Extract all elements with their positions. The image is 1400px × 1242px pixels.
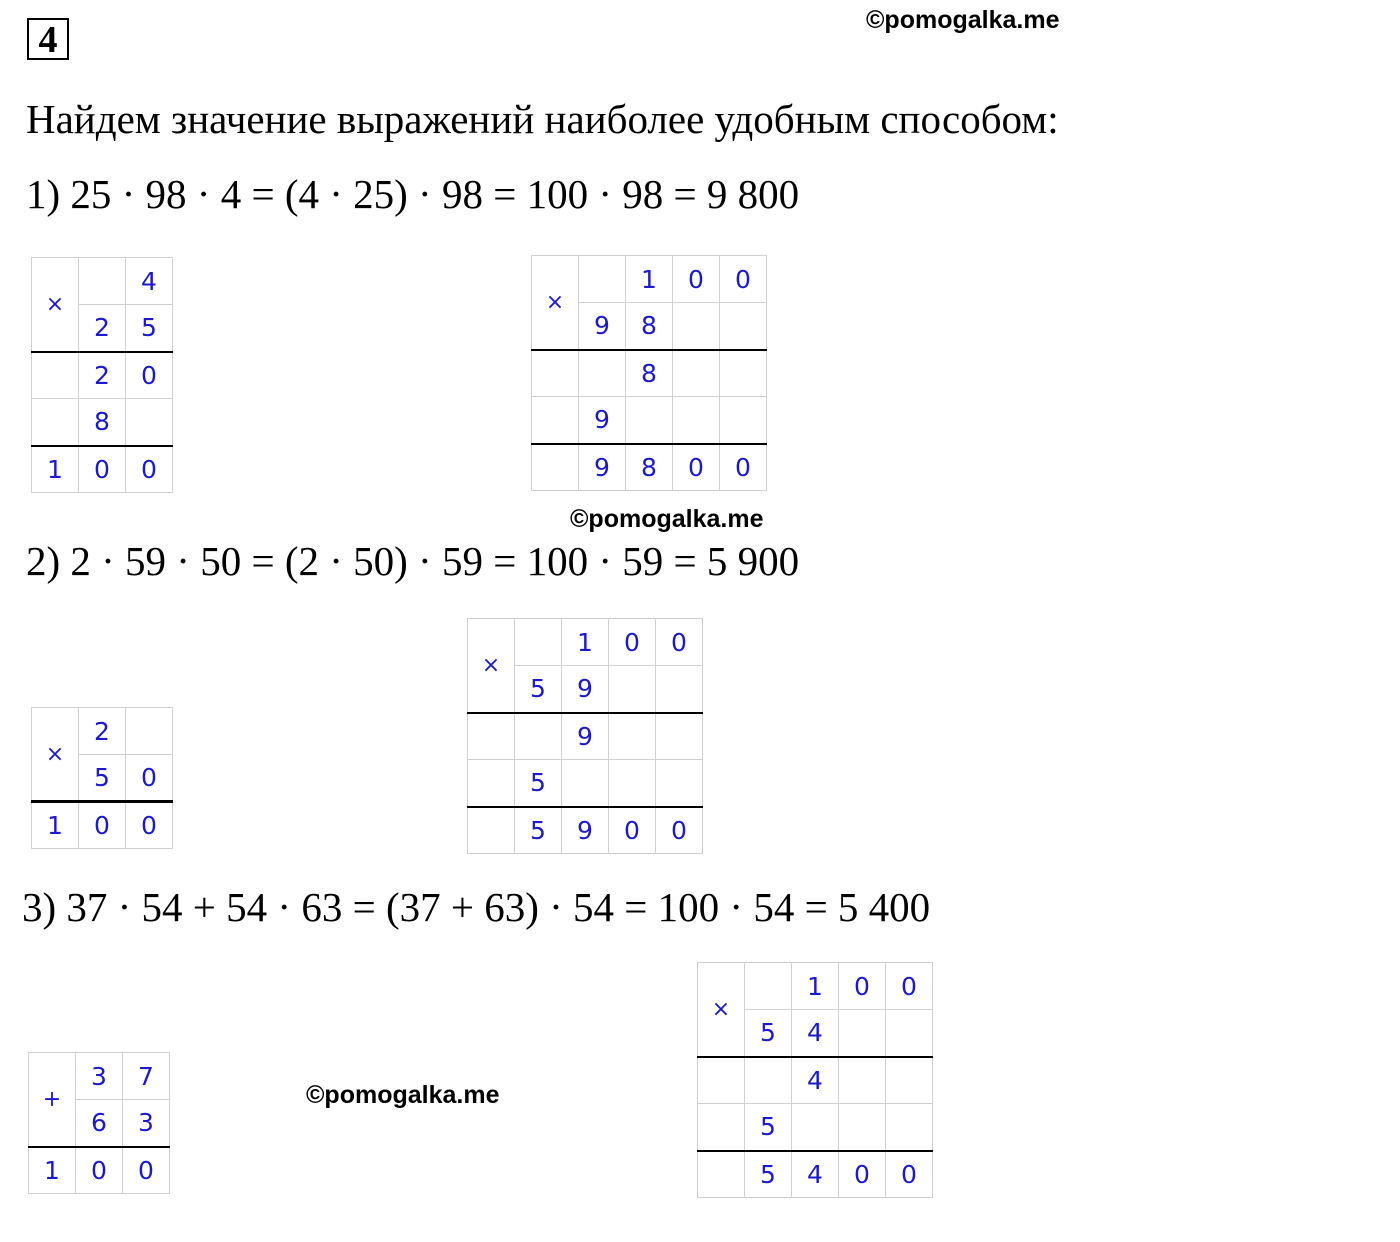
addition-grid-37plus63 — [28, 1052, 170, 1194]
grid-cell — [720, 397, 767, 444]
grid-cell: 0 — [720, 256, 767, 303]
grid-cell: 5 — [126, 305, 173, 352]
intro-text: Найдем значение выражений наиболее удобным способом: — [26, 96, 1059, 142]
grid-cell: 9 — [562, 666, 609, 713]
plus-sign: + — [29, 1053, 76, 1147]
grid-cell: 1 — [32, 446, 79, 493]
grid-cell: 0 — [673, 256, 720, 303]
grid-cell — [745, 1057, 792, 1104]
grid-cell — [126, 399, 173, 446]
grid-cell: 8 — [626, 350, 673, 397]
grid-cell — [468, 713, 515, 760]
grid-cell: 0 — [839, 963, 886, 1010]
grid-cell: 0 — [126, 755, 173, 802]
grid-cell — [579, 256, 626, 303]
grid-cell — [656, 713, 703, 760]
grid-cell: 8 — [626, 303, 673, 350]
grid-cell: 0 — [720, 444, 767, 491]
grid-cell — [515, 619, 562, 666]
multiply-sign: × — [32, 258, 79, 352]
grid-cell — [886, 1057, 933, 1104]
multiplication-grid-100x98 — [531, 255, 767, 491]
grid-cell: 5 — [745, 1010, 792, 1057]
grid-cell — [720, 350, 767, 397]
grid-cell: 4 — [792, 1057, 839, 1104]
grid-cell: 9 — [579, 444, 626, 491]
grid-cell: 0 — [79, 446, 126, 493]
multiply-sign: × — [32, 708, 79, 802]
grid-cell: 5 — [79, 755, 126, 802]
grid-cell — [720, 303, 767, 350]
grid-cell: 4 — [792, 1151, 839, 1198]
grid-cell — [886, 1010, 933, 1057]
grid-cell — [609, 713, 656, 760]
multiply-sign: × — [698, 963, 745, 1057]
grid-cell: 0 — [656, 807, 703, 854]
expression-1: 1) 25 · 98 · 4 = (4 · 25) · 98 = 100 · 98 = 9 800 — [26, 171, 800, 217]
grid-cell: 2 — [79, 708, 126, 755]
grid-cell: 2 — [79, 305, 126, 352]
multiply-sign: × — [532, 256, 579, 350]
multiplication-grid-4x25 — [31, 257, 173, 493]
grid-cell — [579, 350, 626, 397]
grid-cell: 3 — [76, 1053, 123, 1100]
expression-3: 3) 37 · 54 + 54 · 63 = (37 + 63) · 54 = 100 · 54 = 5 400 — [22, 884, 931, 930]
grid-cell: 2 — [79, 352, 126, 399]
grid-cell: 0 — [123, 1147, 170, 1194]
grid-cell — [839, 1057, 886, 1104]
grid-cell: 0 — [126, 802, 173, 849]
multiplication-grid-100x54 — [697, 962, 933, 1198]
grid-cell: 0 — [839, 1151, 886, 1198]
expression-2: 2) 2 · 59 · 50 = (2 · 50) · 59 = 100 · 59 = 5 900 — [26, 538, 800, 584]
grid-cell: 9 — [562, 713, 609, 760]
grid-cell — [656, 666, 703, 713]
grid-cell — [532, 397, 579, 444]
grid-cell — [468, 807, 515, 854]
multiplication-grid-100x59 — [467, 618, 703, 854]
grid-cell: 9 — [579, 303, 626, 350]
grid-cell: 1 — [29, 1147, 76, 1194]
task-number: 4 — [27, 18, 69, 60]
grid-cell: 3 — [123, 1100, 170, 1147]
grid-cell — [79, 258, 126, 305]
grid-cell: 5 — [745, 1151, 792, 1198]
grid-cell: 5 — [515, 666, 562, 713]
grid-cell: 9 — [579, 397, 626, 444]
grid-cell: 1 — [792, 963, 839, 1010]
grid-cell: 0 — [886, 963, 933, 1010]
grid-cell — [698, 1104, 745, 1151]
grid-cell: 6 — [76, 1100, 123, 1147]
grid-cell: 1 — [626, 256, 673, 303]
grid-cell — [839, 1104, 886, 1151]
grid-cell: 5 — [515, 807, 562, 854]
grid-cell — [886, 1104, 933, 1151]
watermark: ©pomogalka.me — [306, 1081, 500, 1109]
grid-cell — [468, 760, 515, 807]
grid-cell — [32, 399, 79, 446]
watermark: ©pomogalka.me — [570, 505, 764, 533]
grid-cell: 1 — [562, 619, 609, 666]
grid-cell: 0 — [609, 807, 656, 854]
grid-cell: 0 — [76, 1147, 123, 1194]
multiply-sign: × — [468, 619, 515, 713]
grid-cell: 8 — [79, 399, 126, 446]
grid-cell — [609, 666, 656, 713]
grid-cell — [626, 397, 673, 444]
grid-cell: 0 — [656, 619, 703, 666]
grid-cell — [698, 1151, 745, 1198]
grid-cell: 7 — [123, 1053, 170, 1100]
grid-cell: 4 — [792, 1010, 839, 1057]
grid-cell: 0 — [79, 802, 126, 849]
grid-cell — [656, 760, 703, 807]
grid-cell: 9 — [562, 807, 609, 854]
grid-cell: 0 — [126, 352, 173, 399]
watermark: ©pomogalka.me — [866, 6, 1060, 34]
grid-cell — [792, 1104, 839, 1151]
grid-cell — [745, 963, 792, 1010]
grid-cell — [673, 397, 720, 444]
multiplication-grid-2x50 — [31, 707, 173, 849]
grid-cell — [673, 303, 720, 350]
grid-cell: 0 — [886, 1151, 933, 1198]
grid-cell: 0 — [673, 444, 720, 491]
grid-cell — [515, 713, 562, 760]
grid-cell: 5 — [745, 1104, 792, 1151]
grid-cell — [562, 760, 609, 807]
grid-cell — [32, 352, 79, 399]
grid-cell — [698, 1057, 745, 1104]
grid-cell — [532, 444, 579, 491]
grid-cell: 5 — [515, 760, 562, 807]
grid-cell: 4 — [126, 258, 173, 305]
grid-cell: 0 — [126, 446, 173, 493]
grid-cell — [532, 350, 579, 397]
grid-cell — [126, 708, 173, 755]
grid-cell: 1 — [32, 802, 79, 849]
grid-cell — [839, 1010, 886, 1057]
grid-cell: 8 — [626, 444, 673, 491]
grid-cell — [609, 760, 656, 807]
grid-cell: 0 — [609, 619, 656, 666]
grid-cell — [673, 350, 720, 397]
